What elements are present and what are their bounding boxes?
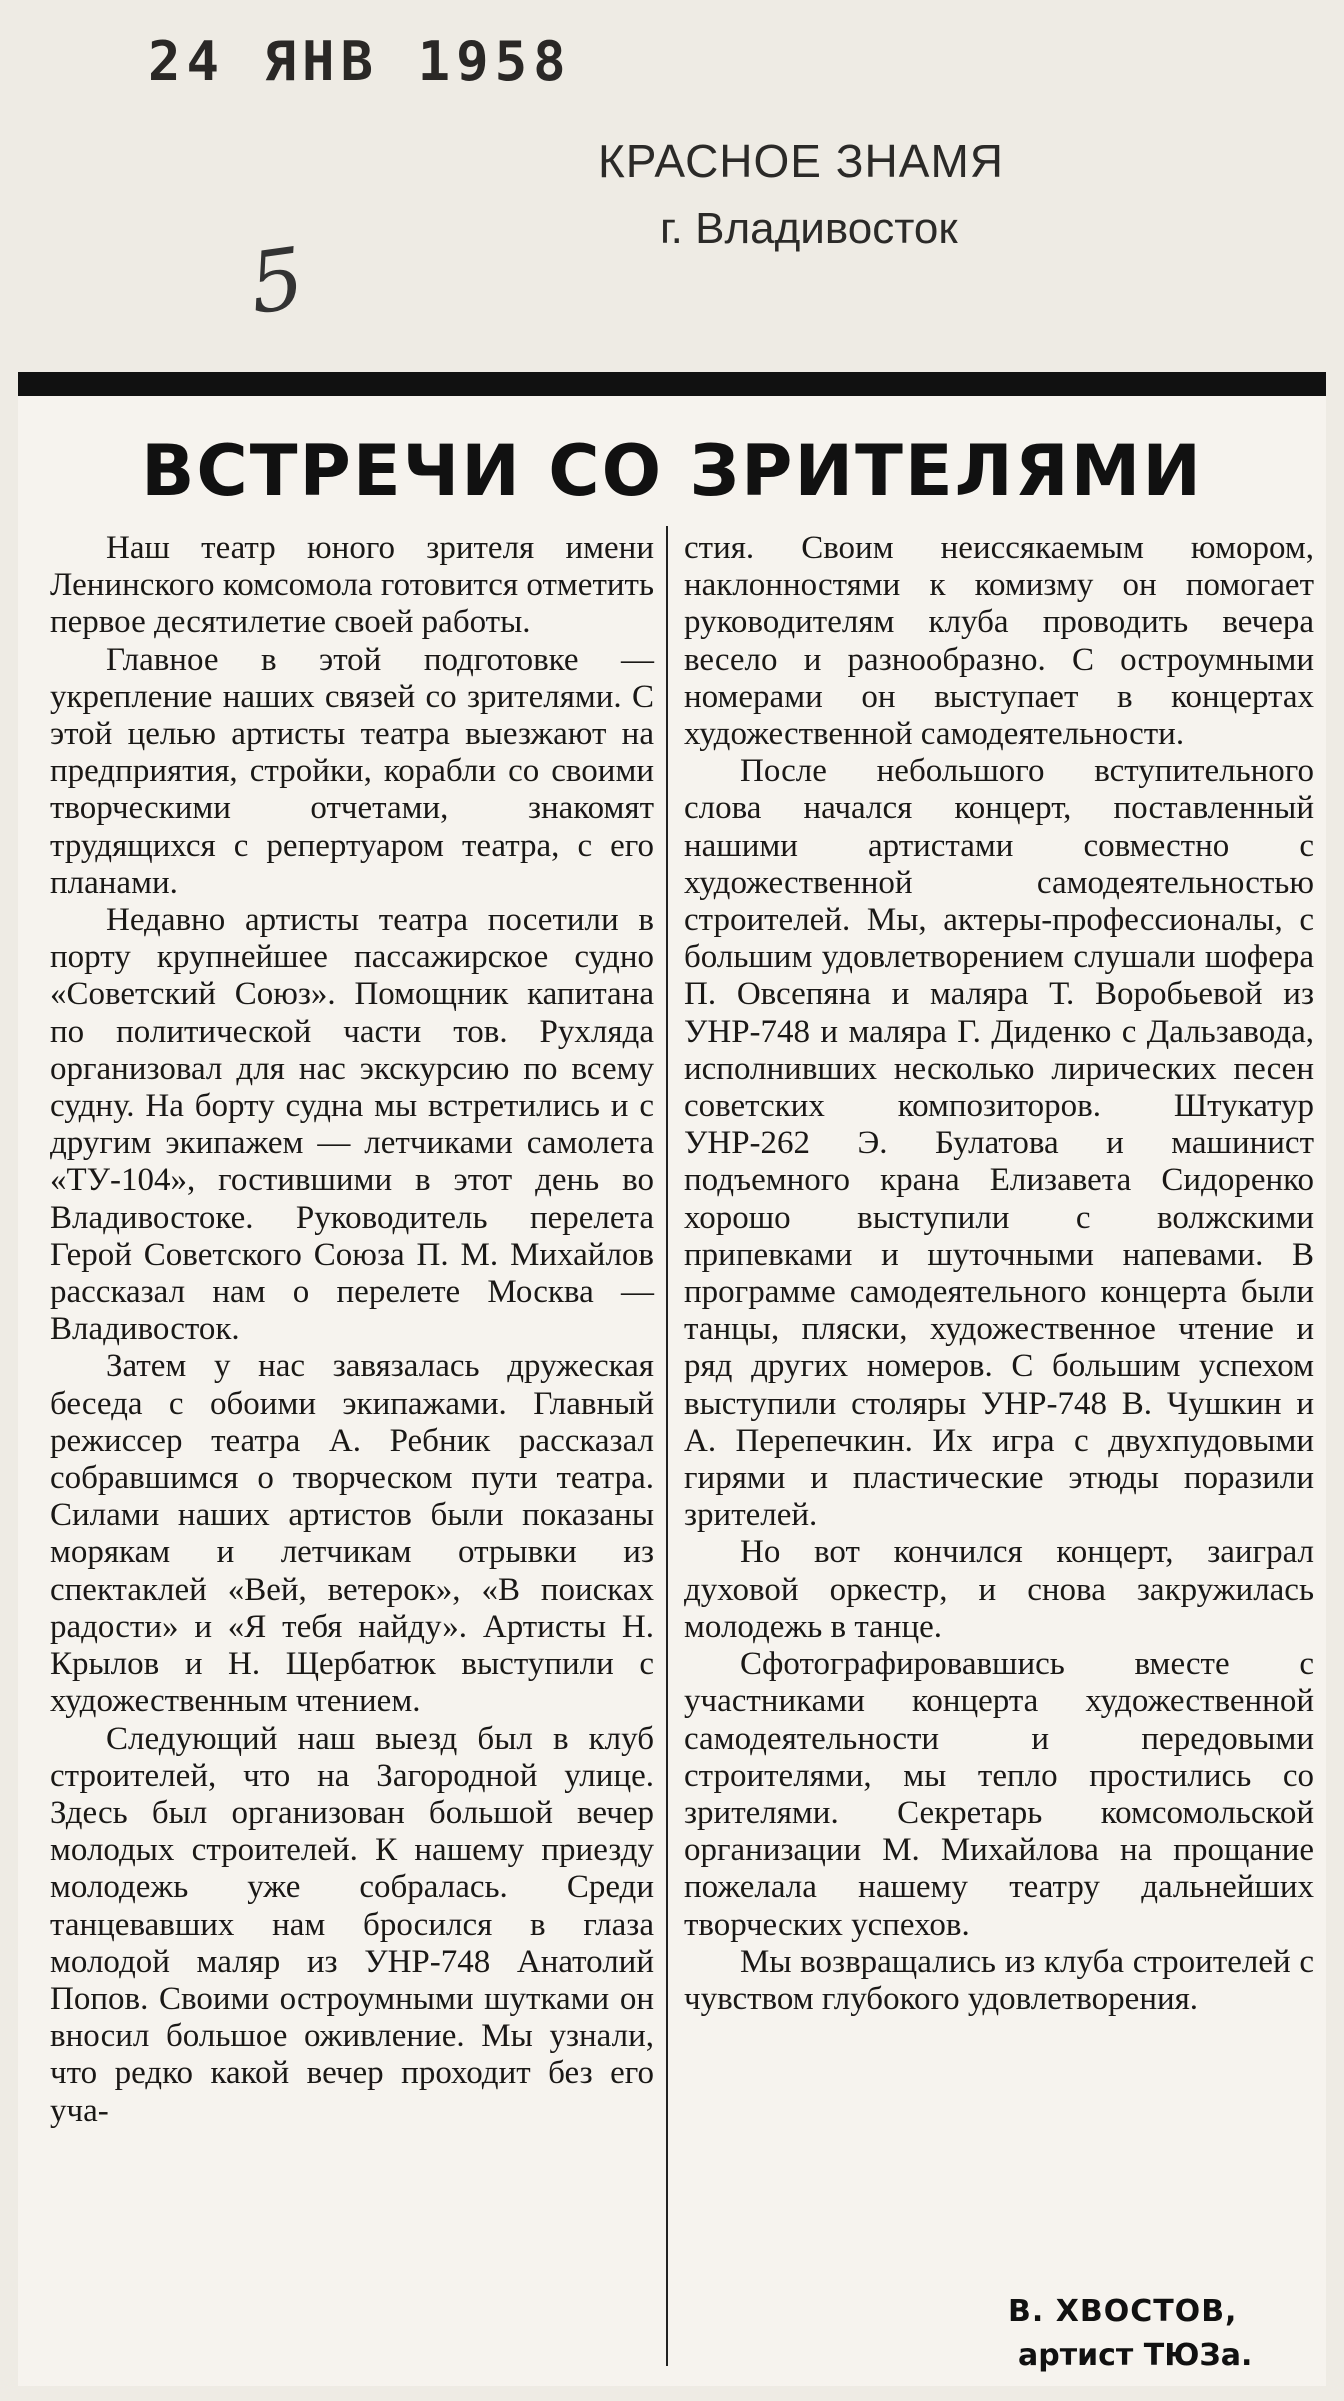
newspaper-name-stamp: КРАСНОЕ ЗНАМЯ (598, 135, 1004, 187)
paragraph: Недавно артисты театра посетили в порту крупнейшее пассажирское судно «Советский Союз». Помощник капитана по политической части тов. Рухляда организовал для нас экскурсию по всему судну. На борту судна мы встретились и с другим экипажем — летчиками самолета «ТУ-104», гостившими в этот день во Владивостоке. Руководитель перелета Герой Советского Союза П. М. Михайлов рассказал нам о перелете Москва — Владивосток. (50, 902, 654, 1348)
author-name: В. ХВОСТОВ, (1008, 2294, 1238, 2329)
city-stamp: г. Владивосток (660, 204, 958, 253)
author-role: артист ТЮЗа. (1018, 2338, 1253, 2373)
date-stamp: 24 ЯНВ 1958 (148, 30, 572, 93)
article-left-column (50, 530, 654, 2130)
paragraph: Затем у нас завязалась дружеская беседа с обоими экипажами. Главный режиссер театра А. Ребник рассказал собравшимся о творческом пути театра. Силами наших артистов были показаны морякам и летчикам отрывки из спектаклей «Вей, ветерок», «В поисках радости» и «Я тебя найду». Артисты Н. Крылов и Н. Щербатюк выступили с художественным чтением. (50, 1348, 654, 1720)
article-right-column (684, 530, 1314, 2018)
paragraph: Сфотографировавшись вместе с участниками концерта художественной самодеятельности и передовыми строителями, мы тепло простились со зрителями. Секретарь комсомольской организации М. Михайлова на прощание пожелала нашему театру дальнейших творческих успехов. (684, 1646, 1314, 1943)
paragraph: Главное в этой подготовке — укрепление наших связей со зрителями. С этой целью артисты театра выезжают на предприятия, стройки, корабли со своими творческими отчетами, знакомят трудящихся с репертуаром театра, с его планами. (50, 641, 654, 901)
paragraph: Наш театр юного зрителя имени Ленинского комсомола готовится отметить первое десятилетие своей работы. (50, 530, 654, 641)
paragraph: Следующий наш выезд был в клуб строителей, что на Загородной улице. Здесь был организован большой вечер молодых строителей. К нашему приезду молодежь уже собралась. Среди танцевавших нам бросился в глаза молодой маляр из УНР-748 Анатолий Попов. Своими остроумными шутками он вносил большое оживление. Мы узнали, что редко какой вечер проходит без его уча- (50, 1720, 654, 2129)
paragraph: После небольшого вступительного слова начался концерт, поставленный нашими артистами совместно с художественной самодеятельностью строителей. Мы, актеры-профессионалы, с большим удовлетворением слушали шофера П. Овсепяна и маляра Т. Воробьевой из УНР-748 и маляра Г. Диденко с Дальзавода, исполнивших несколько лирических песен советских композиторов. Штукатур УНР-262 Э. Булатова и машинист подъемного крана Елизавета Сидоренко хорошо выступили с волжскими припевками и шуточными напевами. В программе самодеятельного концерта были танцы, пляски, художественное чтение и ряд других номеров. С большим успехом выступили столяры УНР-748 В. Чушкин и А. Перепечкин. Их игра с двухпудовыми гирями и пластические этюды поразили зрителей. (684, 753, 1314, 1534)
paragraph: Мы возвращались из клуба строителей с чувством глубокого удовлетворения. (684, 1943, 1314, 2017)
paragraph: Но вот кончился концерт, заиграл духовой оркестр, и снова закружилась молодежь в танце. (684, 1534, 1314, 1645)
handwritten-mark: 5 (243, 228, 311, 334)
signature (1008, 2290, 1252, 2378)
column-divider (666, 526, 668, 2366)
paragraph: стия. Своим неиссякаемым юмором, наклонностями к комизму он помогает руководителям клуба проводить вечера весело и разнообразно. С остроумными номерами он выступает в концертах художественной самодеятельности. (684, 530, 1314, 753)
article-title: ВСТРЕЧИ СО ЗРИТЕЛЯМИ (141, 430, 1203, 512)
header-rule (18, 372, 1326, 396)
